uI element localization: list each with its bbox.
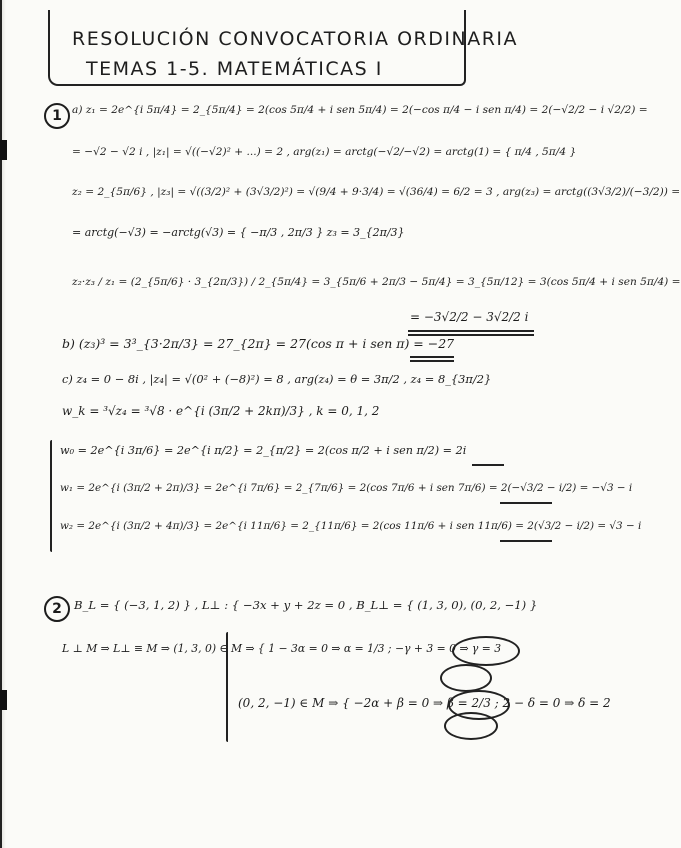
problem-2-line-1: B_L = { (−3, 1, 2) } , L⊥ : { −3x + y + 2z = 0 , B_L⊥ = { (1, 3, 0), (0, 2, −1) } [74, 598, 538, 612]
b-result-underline [410, 356, 454, 358]
title-line-2: TEMAS 1-5. MATEMÁTICAS I [86, 58, 383, 80]
w1-underline [500, 502, 552, 504]
problem-1-a-line-2: = −√2 − √2 i , |z₁| = √((−√2)² + ...) = 2 , arg(z₁) = arctg(−√2/−√2) = arctg(1) = { π/4 , 5π/4 } [72, 146, 577, 158]
problem-1-c-line-1: c) z₄ = 0 − 8i , |z₄| = √(0² + (−8)²) = 8 , arg(z₄) = θ = 3π/2 , z₄ = 8_{3π/2} [62, 372, 492, 386]
root-w2: w₂ = 2e^{i (3π/2 + 4π)/3} = 2e^{i 11π/6} = 2_{11π/6} = 2(cos 11π/6 + i sen 11π/6) = 2(√3/2 − i/2) = √3 − i [60, 520, 642, 532]
page-edge [0, 0, 6, 848]
problem-2-number: 2 [44, 596, 70, 622]
answer-alpha-circle [452, 636, 520, 666]
root-w1: w₁ = 2e^{i (3π/2 + 2π)/3} = 2e^{i 7π/6} = 2_{7π/6} = 2(cos 7π/6 + i sen 7π/6) = 2(−√3/2 − i/2) = −√3 − i [60, 482, 633, 494]
problem-1-a-result: = −3√2/2 − 3√2/2 i [410, 310, 529, 324]
problem-1-a-line-4: = arctg(−√3) = −arctg(√3) = { −π/3 , 2π/3 } z₃ = 3_{2π/3} [72, 226, 405, 239]
binder-mark [0, 140, 7, 160]
answer-gamma-circle [440, 664, 492, 692]
problem-1-a-line-3: z₂ = 2_{5π/6} , |z₃| = √((3/2)² + (3√3/2)²) = √(9/4 + 9·3/4) = √(36/4) = 6/2 = 3 , arg(z₃) = arctg((3√3/2)/(−3/2)) = [72, 186, 681, 198]
problem-1-b-line: b) (z₃)³ = 3³_{3·2π/3} = 27_{2π} = 27(cos π + i sen π) = −27 [62, 336, 455, 351]
problem-1-c-line-2: w_k = ³√z₄ = ³√8 · e^{i (3π/2 + 2kπ)/3} , k = 0, 1, 2 [62, 404, 380, 418]
root-w0: w₀ = 2e^{i 3π/6} = 2e^{i π/2} = 2_{π/2} = 2(cos π/2 + i sen π/2) = 2i [60, 444, 467, 457]
conditions-brace [226, 632, 228, 742]
roots-brace [50, 440, 52, 552]
title-line-1: RESOLUCIÓN CONVOCATORIA ORDINARIA [72, 28, 518, 50]
binder-mark [0, 690, 7, 710]
w0-underline [472, 464, 504, 466]
problem-1-a-line-1: a) z₁ = 2e^{i 5π/4} = 2_{5π/4} = 2(cos 5π/4 + i sen 5π/4) = 2(−cos π/4 − i sen π/4) = 2(−√2/2 − i √2/2) = [72, 104, 648, 116]
problem-1-number: 1 [44, 103, 70, 129]
result-underline [408, 330, 534, 332]
problem-2-line-2: L ⊥ M ⇒ L⊥ ≡ M ⇒ (1, 3, 0) ∈ M ⇒ { 1 − 3α = 0 ⇒ α = 1/3 ; −γ + 3 = 0 ⇒ γ = 3 [62, 642, 502, 655]
problem-2-line-3: (0, 2, −1) ∈ M ⇒ { −2α + β = 0 ⇒ β = 2/3 ; 2 − δ = 0 ⇒ δ = 2 [238, 696, 611, 710]
title-box [48, 10, 518, 86]
w2-underline [500, 540, 552, 542]
answer-delta-circle [444, 712, 498, 740]
b-result-underline [410, 360, 454, 362]
problem-1-a-line-5: z₂·z₃ / z₁ = (2_{5π/6} · 3_{2π/3}) / 2_{5π/4} = 3_{5π/6 + 2π/3 − 5π/4} = 3_{5π/12} = 3(cos 5π/4 + i sen 5π/4) = [72, 276, 681, 288]
